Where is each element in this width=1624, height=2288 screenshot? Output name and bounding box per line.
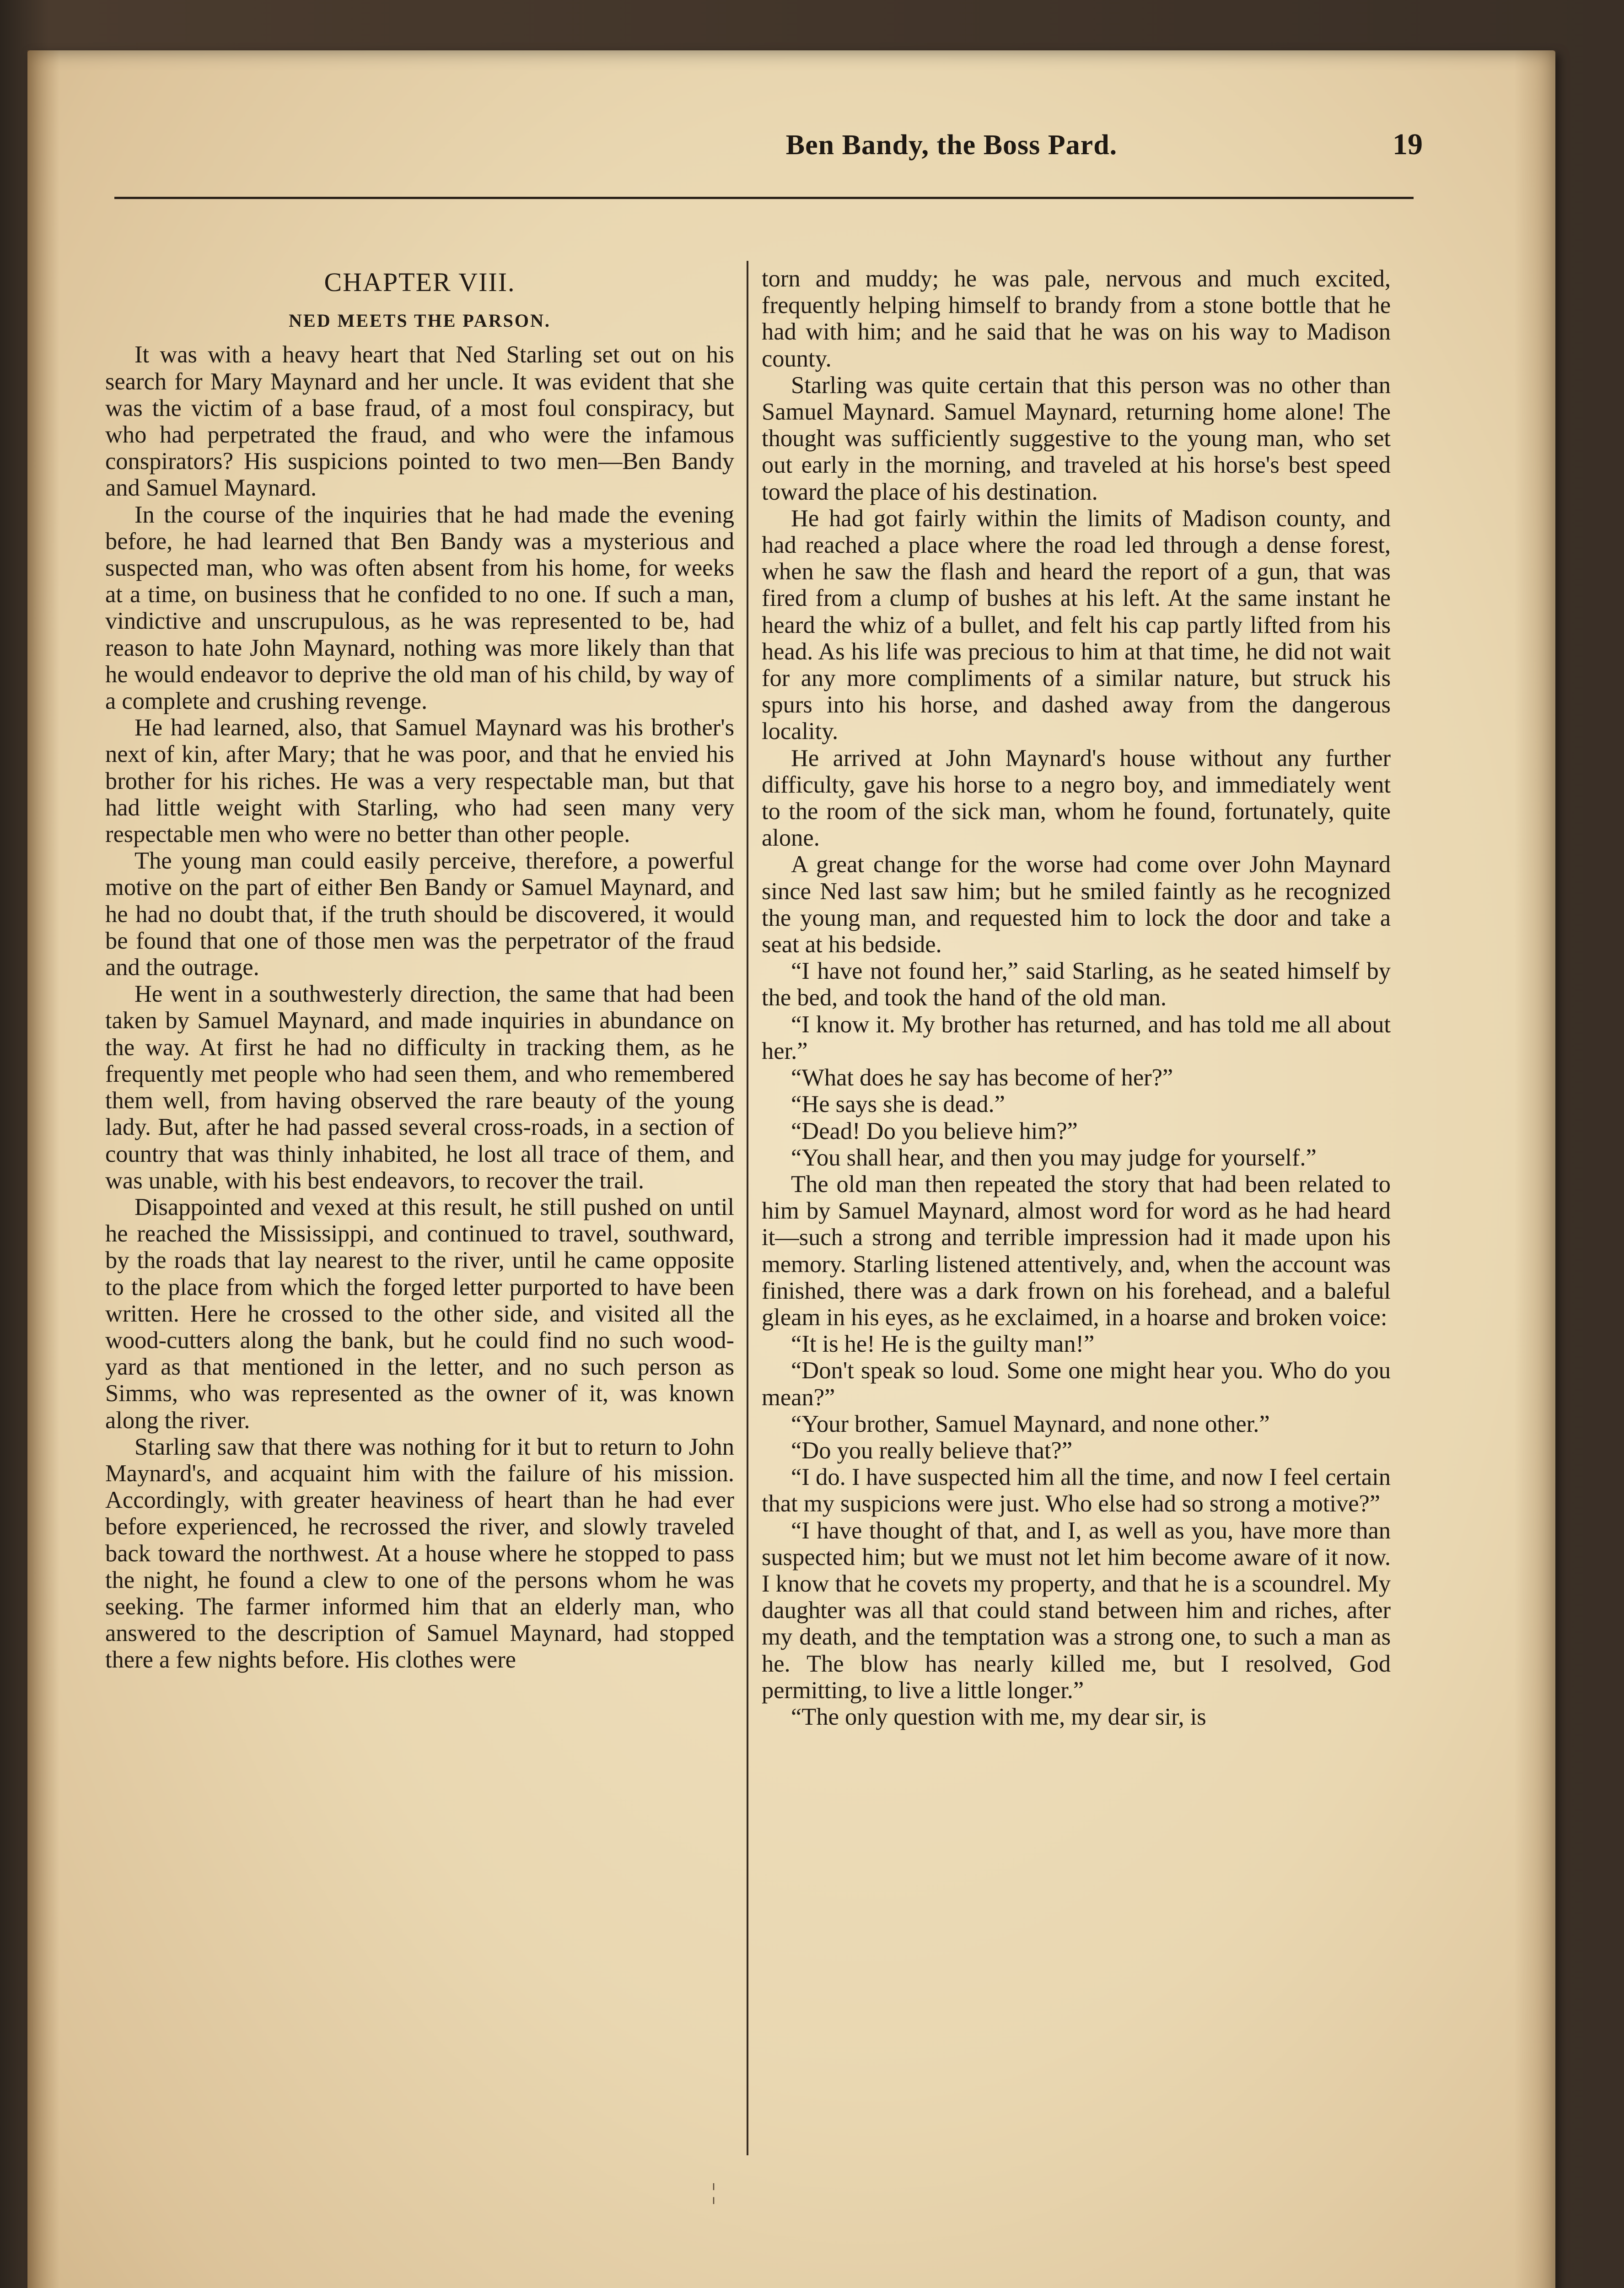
paragraph: “I have not found her,” said Starling, as he seated himself by the bed, and took the hand of the old man. [762,958,1391,1011]
paragraph: The young man could easily perceive, therefore, a powerful motive on the part of either Ben Bandy or Samuel Maynard, and he had no doubt that, if the truth should be discovered, it would be found that one of those men was the perpetrator of the fraud and the outrage. [105,847,734,981]
paragraph: Disappointed and vexed at this result, he still pushed on until he reached the Mississippi, and continued to travel, southward, by the roads that lay nearest to the river, until he came opposite to the place from which the forged letter purported to have been written. Here he crossed to the other side, and visited all the wood-cutters along the bank, but he could find no such wood-yard as that mentioned in the letter, and no such person as Simms, who was represented as the owner of it, was known along the river. [105,1193,734,1434]
page-number: 19 [1393,128,1423,161]
paragraph: The old man then repeated the story that had been related to him by Samuel Maynard, almost word for word as he had heard it—such a strong and terrible impression had it made upon his memory. Starling listened attentively, and, when the account was finished, there was a dark frown on his forehead, and a baleful gleam in his eyes, as he exclaimed, in a hoarse and broken voice: [762,1171,1391,1331]
paragraph: “It is he! He is the guilty man!” [791,1331,1095,1358]
paragraph: Starling was quite certain that this person was no other than Samuel Maynard. Samuel Maynard, returning home alone! The thought was sufficiently suggestive to the young man, who set out early in the morning, and traveled at his horse's best speed toward the place of his destination. [762,372,1391,505]
left-column [105,265,734,1673]
paragraph: He went in a southwesterly direction, the same that had been taken by Samuel Maynard, and made inquiries in abundance on the way. At first he had no difficulty in tracking them, as he frequently met people who had seen them, and who remembered them well, from having observed the rare beauty of the young lady. But, after he had passed several cross-roads, in a section of country that was thinly inhabited, he lost all trace of them, and was unable, with his best endeavors, to recover the trail. [105,981,734,1194]
paragraph: A great change for the worse had come over John Maynard since Ned last saw him; but he smiled faintly as he recognized the young man, and requested him to lock the door and take a seat at his bedside. [762,851,1391,958]
paragraph: “You shall hear, and then you may judge for yourself.” [791,1144,1317,1171]
header-rule [114,197,1414,199]
chapter-title: CHAPTER VIII. [324,267,516,297]
paragraph: “Don't speak so loud. Some one might hear you. Who do you mean?” [762,1357,1391,1411]
paragraph: “Do you really believe that?” [791,1437,1073,1464]
paragraph: torn and muddy; he was pale, nervous and much excited, frequently helping himself to brandy from a stone bottle that he had with him; and he said that he was on his way to Madison county. [762,265,1391,372]
paragraph: He had got fairly within the limits of Madison county, and had reached a place where the road led through a dense forest, when he saw the flash and heard the report of a gun, that was fired from a clump of bushes at his left. At the same instant he heard the whiz of a bullet, and felt his cap partly lifted from his head. As his life was precious to him at that time, he did not wait for any more compliments of a similar nature, but struck his spurs into his horse, and dashed away from the dangerous locality. [762,505,1391,745]
paragraph: He arrived at John Maynard's house without any further difficulty, gave his horse to a negro boy, and immediately went to the room of the sick man, whom he found, fortunately, quite alone. [762,745,1391,852]
paragraph: “I do. I have suspected him all the time, and now I feel certain that my suspicions were just. Who else had so strong a motive?” [762,1464,1391,1517]
paragraph: In the course of the inquiries that he had made the evening before, he had learned that Ben Bandy was a mysterious and suspected man, who was often absent from his home, for weeks at a time, on business that he confided to no one. If such a man, vindictive and unscrupulous, as he was represented to be, had reason to hate John Maynard, nothing was more likely than that he would endeavor to deprive the old man of his child, by way of a complete and crushing revenge. [105,501,734,715]
footer-mark: ¦ [711,2179,716,2204]
paragraph: It was with a heavy heart that Ned Starling set out on his search for Mary Maynard and her uncle. It was evident that she was the victim of a base fraud, of a most foul conspiracy, but who had perpetrated the fraud, and who were the infamous conspirators? His suspicions pointed to two men—Ben Bandy and Samuel Maynard. [105,341,734,502]
paragraph: Starling saw that there was nothing for it but to return to John Maynard's, and acquaint him with the failure of his mission. Accordingly, with greater heaviness of heart than he had ever before experienced, he recrossed the river, and slowly traveled back toward the northwest. At a house where he stopped to pass the night, he found a clew to one of the persons whom he was seeking. The farmer informed him that an elderly man, who answered to the description of Samuel Maynard, had stopped there a few nights before. His clothes were [105,1433,734,1673]
running-title: Ben Bandy, the Boss Pard. [785,130,1118,161]
paragraph: “Your brother, Samuel Maynard, and none other.” [791,1410,1270,1437]
paragraph: “I know it. My brother has returned, and has told me all about her.” [762,1011,1391,1064]
paragraph: He had learned, also, that Samuel Maynard was his brother's next of kin, after Mary; that he was poor, and that he envied his brother for his riches. He was a very respectable man, but that had little weight with Starling, who had seen many very respectable men who were no better than other people. [105,714,734,848]
chapter-subtitle: NED MEETS THE PARSON. [289,310,551,331]
column-divider [747,261,748,2155]
page-edge-shadow [1514,50,1555,2288]
paragraph: “He says she is dead.” [791,1091,1005,1118]
page-spine-shadow [27,50,59,2288]
paragraph: “The only question with me, my dear sir, is [791,1703,1206,1730]
paragraph: “I have thought of that, and I, as well as you, have more than suspected him; but we must not let him become aware of it now. I know that he covets my property, and that he is a scoundrel. My daughter was all that could stand between him and riches, after my death, and the temptation was a strong one, to such a man as he. The blow has nearly killed me, but I resolved, God permitting, to live a little longer.” [762,1517,1391,1704]
right-column [762,265,1391,1730]
paragraph: “What does he say has become of her?” [791,1064,1173,1091]
paragraph: “Dead! Do you believe him?” [791,1117,1078,1144]
